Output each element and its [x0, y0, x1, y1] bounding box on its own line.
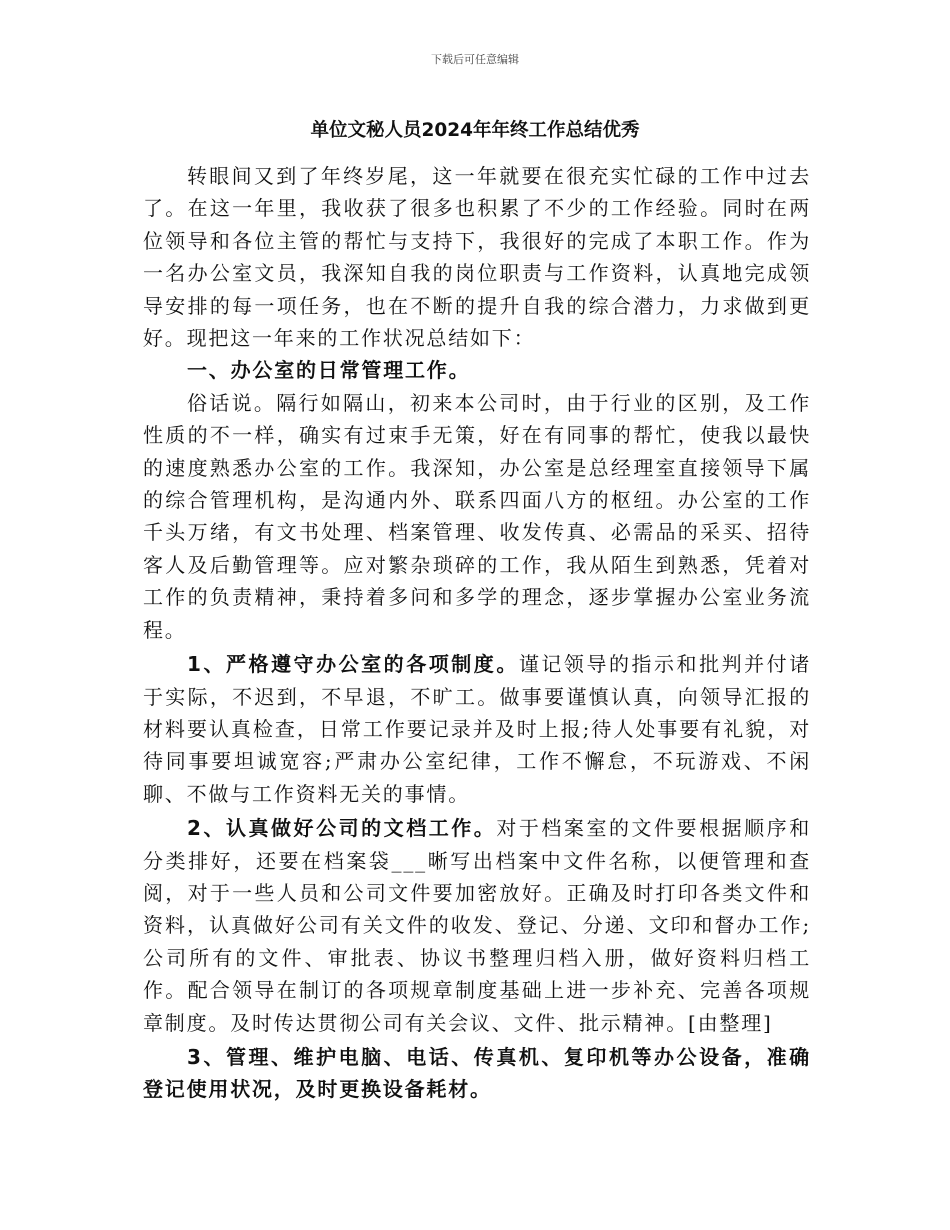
item-paragraph-rules	[143, 648, 811, 810]
item-text-documents: 对于档案室的文件要根据顺序和分类排好，还要在档案袋___晰写出档案中文件名称，以便管理和查阅，对于一些人员和公司文件要加密放好。正确及时打印各类文件和资料，认真做好公司有关文件的收发、登记、分递、文印和督办工作;公司所有的文件、审批表、协议书整理归档入册，做好资料归档工作。配合领导在制订的各项规章制度基础上进一步补充、完善各项规章制度。及时传达贯彻公司有关会议、文件、批示精神。[由整理]	[143, 816, 811, 1035]
item-paragraph-documents	[143, 812, 811, 1039]
document-body	[143, 160, 811, 1106]
item-lead-documents: 2、认真做好公司的文档工作。	[187, 816, 497, 841]
intro-paragraph: 转眼间又到了年终岁尾，这一年就要在很充实忙碌的工作中过去了。在这一年里，我收获了很多也积累了不少的工作经验。同时在两位领导和各位主管的帮忙与支持下，我很好的完成了本职工作。作为一名办公室文员，我深知自我的岗位职责与工作资料，认真地完成领导安排的每一项任务，也在不断的提升自我的综合潜力，力求做到更好。现把这一年来的工作状况总结如下：	[143, 164, 811, 351]
section-paragraph-daily-management: 俗话说。隔行如隔山，初来本公司时，由于行业的区别，及工作性质的不一样，确实有过束手无策，好在有同事的帮忙，使我以最快的速度熟悉办公室的工作。我深知，办公室是总经理室直接领导下属的综合管理机构，是沟通内外、联系四面八方的枢纽。办公室的工作千头万绪，有文书处理、档案管理、收发传真、必需品的采买、招待客人及后勤管理等。应对繁杂琐碎的工作，我从陌生到熟悉，凭着对工作的负责精神，秉持着多问和多学的理念，逐步掌握办公室业务流程。	[143, 390, 811, 642]
section-heading-daily-management: 一、办公室的日常管理工作。	[187, 358, 471, 383]
document-title: 单位文秘人员2024年年终工作总结优秀	[310, 120, 640, 141]
item-lead-rules: 1、严格遵守办公室的各项制度。	[187, 652, 519, 677]
header-note: 下载后可任意编辑	[431, 53, 519, 66]
item-text-rules: 谨记领导的指示和批判并付诸于实际，不迟到，不早退，不旷工。做事要谨慎认真，向领导汇报的材料要认真检查，日常工作要记录并及时上报;待人处事要有礼貌，对待同事要坦诚宽容;严肃办公室纪律，工作不懈怠，不玩游戏、不闲聊、不做与工作资料无关的事情。	[143, 652, 812, 806]
item-paragraph-equipment: 3、管理、维护电脑、电话、传真机、复印机等办公设备，准确登记使用状况，及时更换设备耗材。	[143, 1044, 811, 1102]
